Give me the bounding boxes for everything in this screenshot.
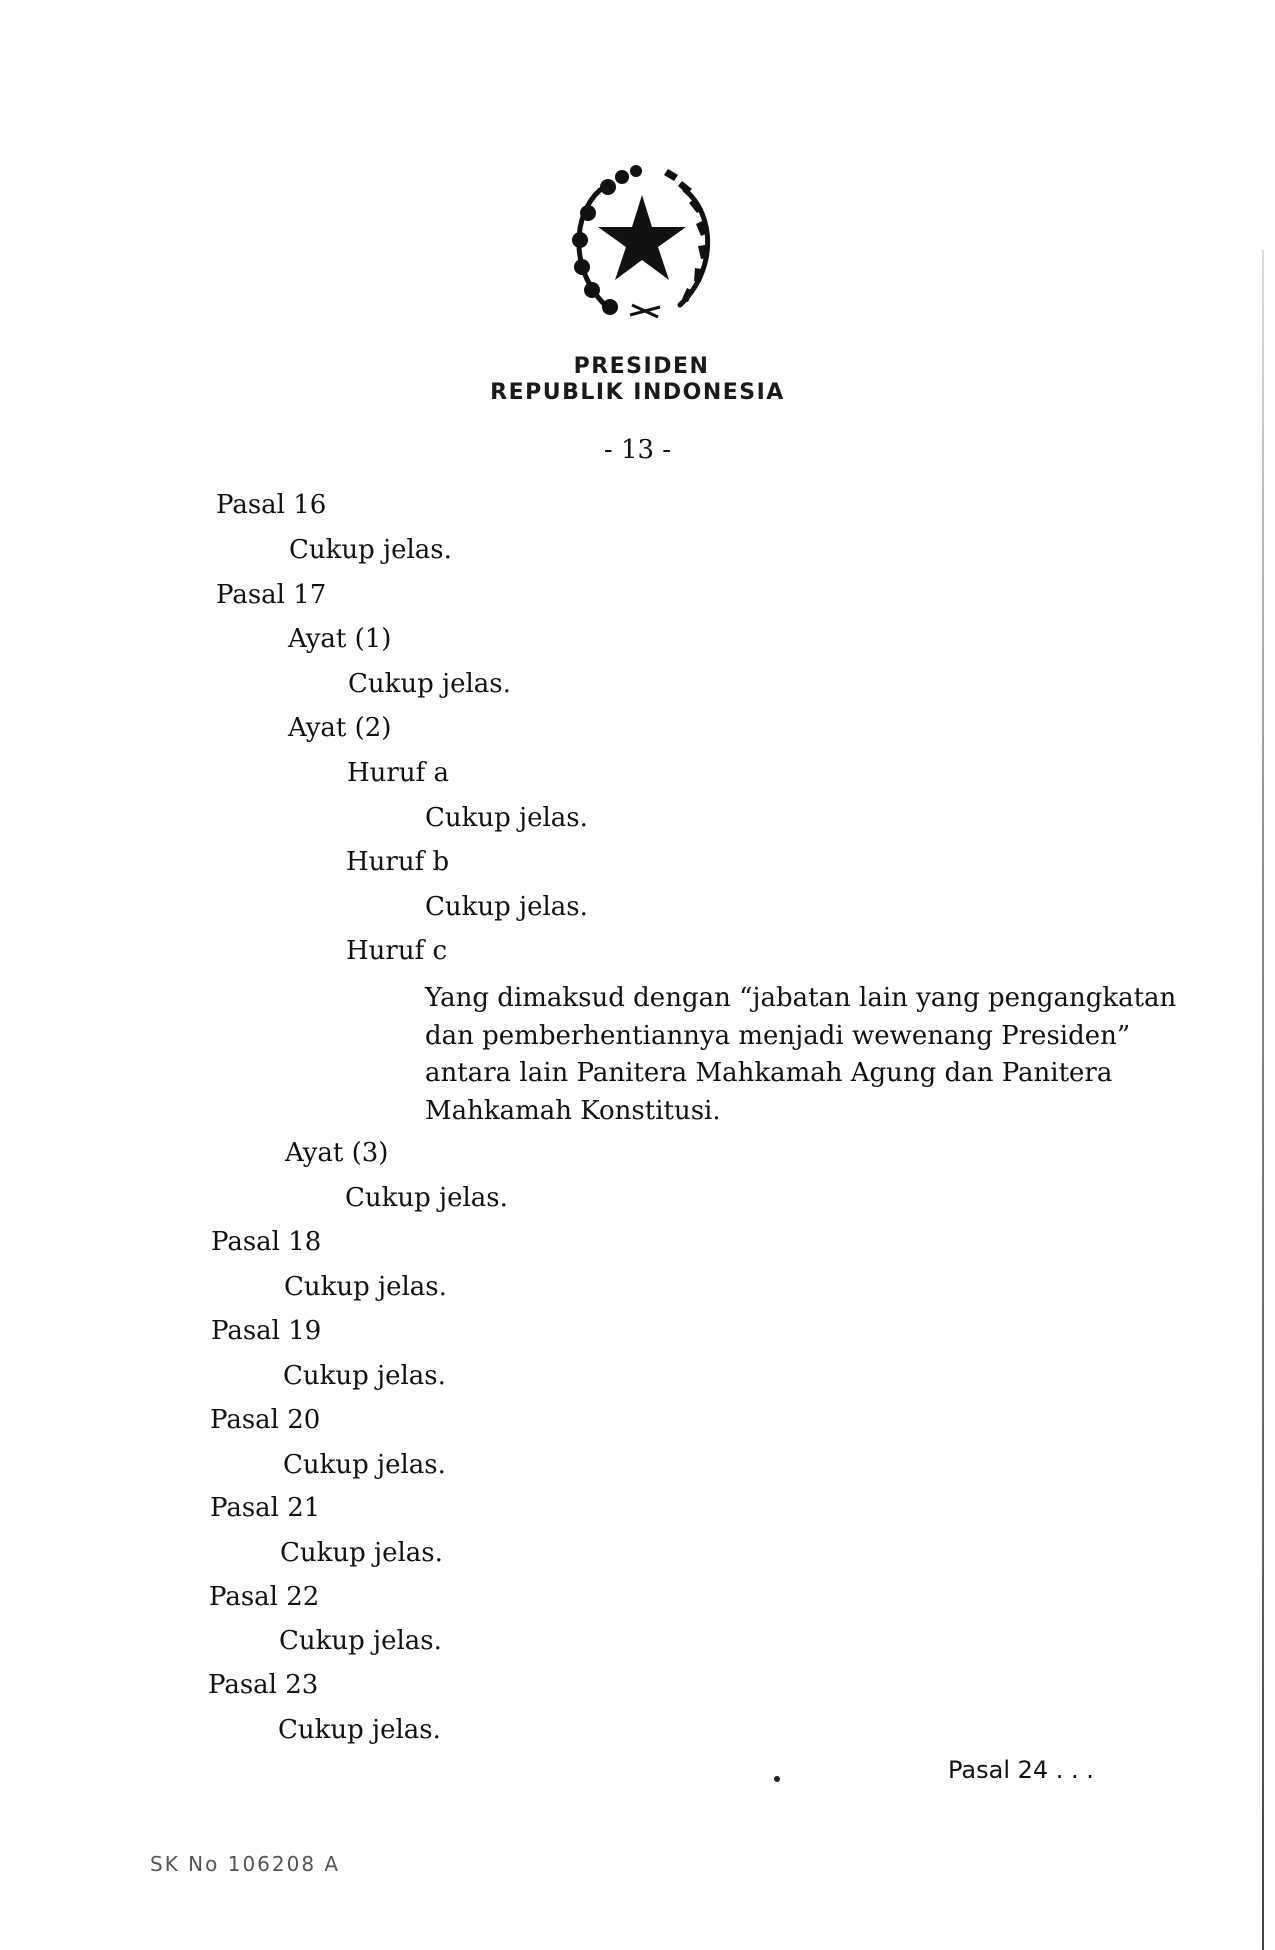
ayat-2-title: Ayat (2): [288, 713, 392, 743]
pasal-16-body: Cukup jelas.: [289, 535, 452, 565]
huruf-b-title: Huruf b: [346, 847, 450, 877]
pasal-22-body: Cukup jelas.: [279, 1626, 442, 1656]
pasal-19-body: Cukup jelas.: [283, 1361, 446, 1391]
pasal-17-title: Pasal 17: [216, 580, 327, 610]
pasal-16-title: Pasal 16: [216, 490, 327, 520]
huruf-a-body: Cukup jelas.: [425, 803, 588, 833]
pasal-19-title: Pasal 19: [211, 1316, 322, 1346]
presidential-seal-icon: [560, 155, 725, 330]
huruf-c-line: antara lain Panitera Mahkamah Agung dan Panitera: [425, 1058, 1113, 1088]
huruf-a-title: Huruf a: [347, 758, 449, 788]
pasal-18-body: Cukup jelas.: [284, 1272, 447, 1302]
ayat-1-title: Ayat (1): [288, 624, 392, 654]
pasal-22-title: Pasal 22: [209, 1582, 320, 1612]
pasal-18-title: Pasal 18: [211, 1227, 322, 1257]
pasal-20-title: Pasal 20: [210, 1405, 321, 1435]
pasal-23-title: Pasal 23: [208, 1670, 319, 1700]
scan-edge-line: [1262, 250, 1264, 1950]
page-dot-mark: [774, 1776, 780, 1782]
huruf-c-explanation: [425, 980, 1177, 1130]
ayat-3-body: Cukup jelas.: [345, 1183, 508, 1213]
huruf-c-line: Mahkamah Konstitusi.: [425, 1095, 721, 1126]
footer-document-code: SK No 106208 A: [150, 1852, 341, 1876]
ayat-1-body: Cukup jelas.: [348, 669, 511, 699]
pasal-21-body: Cukup jelas.: [280, 1538, 443, 1568]
pasal-23-body: Cukup jelas.: [278, 1715, 441, 1745]
ayat-3-title: Ayat (3): [285, 1138, 389, 1168]
header-presiden: PRESIDEN: [573, 354, 710, 379]
huruf-c-line: dan pemberhentiannya menjadi wewenang Presiden”: [425, 1020, 1131, 1051]
huruf-b-body: Cukup jelas.: [425, 892, 588, 922]
huruf-c-title: Huruf c: [346, 936, 448, 966]
pasal-20-body: Cukup jelas.: [283, 1450, 446, 1480]
catchword-next-page: Pasal 24 . . .: [948, 1756, 1094, 1784]
header-republik-indonesia: REPUBLIK INDONESIA: [490, 380, 785, 405]
huruf-c-line: Yang dimaksud dengan “jabatan lain yang pengangkatan: [425, 983, 1177, 1013]
pasal-21-title: Pasal 21: [210, 1493, 321, 1523]
page-number: - 13 -: [603, 435, 672, 465]
